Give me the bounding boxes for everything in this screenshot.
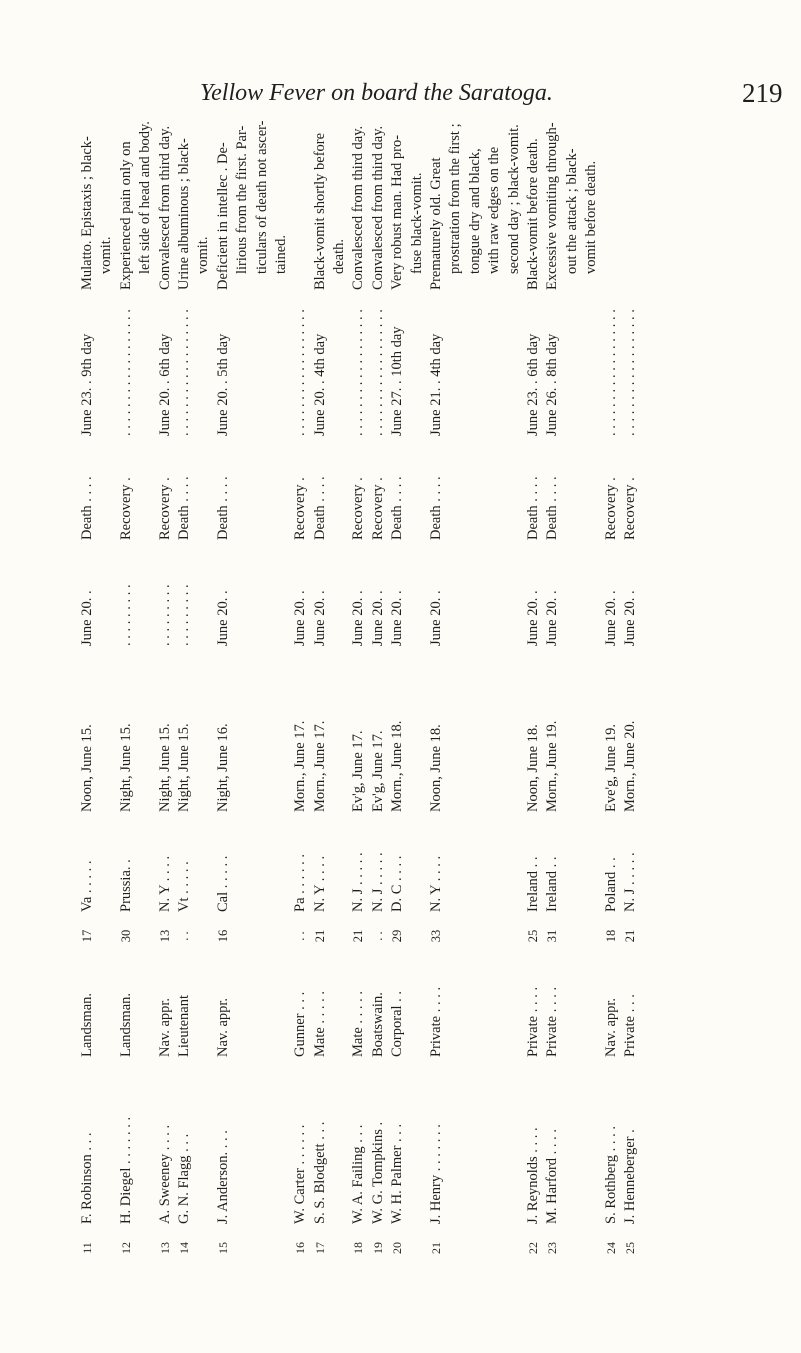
case-remarks: tongue dry and black, bbox=[466, 148, 483, 274]
table-row bbox=[78, 92, 97, 1262]
onset-date: Noon, June 15. bbox=[79, 724, 95, 812]
table-row bbox=[446, 92, 465, 1262]
case-result: Recovery . bbox=[117, 477, 134, 540]
case-remarks: Black-vomit shortly before bbox=[311, 132, 328, 290]
onset-date: Night, June 16. bbox=[214, 723, 231, 812]
patient-name: S. S. Blodgett . . . bbox=[311, 1121, 328, 1224]
onset-date: Eve'g, June 19. bbox=[602, 724, 619, 812]
patient-rank: Private . . . . bbox=[428, 986, 445, 1057]
patient-age: 16 bbox=[215, 929, 230, 943]
patient-age: 30 bbox=[118, 929, 133, 943]
table-row bbox=[369, 92, 388, 1262]
patient-name: F. Robinson . . . bbox=[79, 1132, 95, 1224]
patient-rank: Mate . . . . . bbox=[350, 990, 367, 1057]
onset-date: Morn., June 17. bbox=[311, 720, 328, 812]
case-number: 22 bbox=[525, 1242, 540, 1254]
result-date: . . . . . . . . . . . . . . . . . . bbox=[175, 309, 192, 436]
table-row bbox=[291, 92, 310, 1262]
case-remarks: prostration from the first ; bbox=[447, 123, 464, 274]
table-row bbox=[117, 92, 136, 1262]
admission-date: June 20. . bbox=[389, 590, 406, 646]
patient-age: 33 bbox=[429, 929, 444, 943]
patient-nativity: N. J . . . . . bbox=[369, 852, 386, 912]
result-date: June 23. . 6th day bbox=[524, 333, 541, 436]
case-remarks: Convalesced from third day. bbox=[350, 125, 367, 290]
table-row bbox=[427, 92, 446, 1262]
case-number: 19 bbox=[370, 1242, 385, 1254]
table-row bbox=[233, 92, 252, 1262]
patient-name: M. Harford . . . . bbox=[544, 1128, 561, 1224]
table-row bbox=[602, 92, 621, 1262]
result-date: June 20. . 5th day bbox=[214, 333, 231, 436]
patient-age: 17 bbox=[80, 929, 94, 943]
patient-age: . . bbox=[293, 931, 308, 941]
patient-age: 29 bbox=[390, 929, 405, 943]
case-remarks: tained. bbox=[272, 234, 289, 274]
case-remarks: death. bbox=[331, 238, 348, 274]
case-result: Death . . . . bbox=[214, 476, 231, 540]
case-remarks: left side of head and body. bbox=[137, 121, 154, 274]
case-remarks: with raw edges on the bbox=[486, 146, 503, 274]
case-result: Recovery . bbox=[292, 477, 309, 540]
table-row bbox=[563, 92, 582, 1262]
case-number: 18 bbox=[351, 1242, 366, 1254]
table-row bbox=[311, 92, 330, 1262]
case-result: Death . . . . bbox=[544, 476, 561, 540]
table-row bbox=[485, 92, 504, 1262]
patient-nativity: N. Y . . . . bbox=[311, 855, 328, 912]
patient-nativity: N. J . . . . . bbox=[621, 852, 638, 912]
table-row bbox=[621, 92, 640, 1262]
case-remarks: lirious from the first. Par- bbox=[234, 125, 251, 274]
patient-rank: Private . . . . bbox=[524, 986, 541, 1057]
admission-date: June 20. . bbox=[350, 590, 367, 646]
case-remarks: Very robust man. Had pro- bbox=[389, 134, 406, 290]
table-row bbox=[175, 92, 194, 1262]
result-date: . . . . . . . . . . . . . . . . . . bbox=[621, 309, 638, 436]
case-number: 15 bbox=[215, 1242, 230, 1254]
case-remarks: vomit before death. bbox=[583, 160, 600, 274]
case-remarks: Convalesced from third day. bbox=[156, 125, 173, 290]
result-date: . . . . . . . . . . . . . . . . . . bbox=[602, 309, 619, 436]
table-row bbox=[214, 92, 233, 1262]
patient-name: J. Reynolds . . . . bbox=[524, 1127, 541, 1224]
onset-date: Night, June 15. bbox=[117, 723, 134, 812]
case-remarks: Deficient in intellec . De- bbox=[214, 142, 231, 290]
result-date: June 23. . 9th day bbox=[79, 333, 95, 436]
patient-name: W. A. Failing . . . bbox=[350, 1124, 367, 1224]
table-row bbox=[253, 92, 272, 1262]
table-row bbox=[524, 92, 543, 1262]
table-row bbox=[408, 92, 427, 1262]
patient-name: J. Henry . . . . . . . bbox=[428, 1124, 445, 1224]
result-date: . . . . . . . . . . . . . . . . . . bbox=[350, 309, 367, 436]
case-result: Death . . . . bbox=[524, 476, 541, 540]
patient-rank: Mate . . . . . bbox=[311, 990, 328, 1057]
case-result: Recovery . bbox=[369, 477, 386, 540]
patient-name: W. Carter . . . . . . bbox=[292, 1124, 309, 1224]
case-result: Recovery . bbox=[621, 477, 638, 540]
patient-rank: Boatswain. bbox=[369, 992, 386, 1057]
patient-nativity: Ireland . . bbox=[544, 856, 561, 912]
page-number: 219 bbox=[742, 78, 783, 108]
result-date: June 20. . 6th day bbox=[156, 333, 173, 436]
patient-nativity: N. Y . . . . bbox=[156, 855, 173, 912]
patient-rank: Corporal . . bbox=[389, 990, 406, 1057]
admission-date: June 20. . bbox=[292, 590, 309, 646]
patient-rank: Nav. appr. bbox=[156, 997, 173, 1057]
onset-date: Night, June 15. bbox=[175, 723, 192, 812]
case-result: Death . . . . bbox=[389, 476, 406, 540]
patient-age: 13 bbox=[157, 929, 172, 943]
case-table-rows bbox=[78, 92, 640, 1262]
patient-rank: Nav. appr. bbox=[214, 997, 231, 1057]
table-row bbox=[349, 92, 368, 1262]
patient-name: S. Rothberg . . . . bbox=[602, 1125, 619, 1224]
patient-name: H. Diegel . . . . . . . bbox=[117, 1116, 134, 1224]
case-remarks: Black-vomit before death. bbox=[524, 138, 541, 290]
patient-rank: Landsman. bbox=[79, 992, 95, 1057]
onset-date: Morn., June 20. bbox=[621, 720, 638, 812]
admission-date: June 20. . bbox=[544, 590, 561, 646]
case-remarks: Experienced pain only on bbox=[117, 141, 134, 290]
result-date: . . . . . . . . . . . . . . . . . . bbox=[369, 309, 386, 436]
onset-date: Night, June 15. bbox=[156, 723, 173, 812]
patient-name: J. Anderson. . . . bbox=[214, 1130, 231, 1224]
case-result: Recovery . bbox=[156, 477, 173, 540]
table-row bbox=[543, 92, 562, 1262]
admission-date: June 20. . bbox=[602, 590, 619, 646]
patient-name: J. Henneberger . bbox=[621, 1129, 638, 1224]
table-row bbox=[582, 92, 601, 1262]
patient-rank: Private . . . . bbox=[544, 986, 561, 1057]
patient-name: G. N. Flagg . . . bbox=[175, 1133, 192, 1224]
table-row bbox=[466, 92, 485, 1262]
case-remarks: ticulars of death not ascer- bbox=[253, 120, 270, 274]
case-result: Death . . . . bbox=[175, 476, 192, 540]
case-remarks: Prematurely old. Great bbox=[428, 157, 445, 290]
onset-date: Noon, June 18. bbox=[524, 724, 541, 812]
result-date: June 21. . 4th day bbox=[428, 333, 445, 436]
onset-date: Ev'g, June 17. bbox=[350, 730, 367, 812]
case-remarks: Convalesced from third day. bbox=[369, 125, 386, 290]
admission-date: . . . . . . . . . bbox=[156, 584, 173, 646]
patient-name: W. H. Palmer . . . bbox=[389, 1123, 406, 1224]
case-number: 25 bbox=[622, 1242, 637, 1254]
table-row bbox=[97, 92, 116, 1262]
patient-nativity: Vt . . . . . bbox=[175, 861, 192, 912]
result-date: . . . . . . . . . . . . . . . . . . bbox=[292, 309, 309, 436]
patient-rank: Gunner . . . bbox=[292, 991, 309, 1057]
case-remarks: vomit. bbox=[98, 236, 115, 274]
patient-age: . . bbox=[370, 931, 385, 941]
case-number: 16 bbox=[293, 1242, 308, 1254]
patient-nativity: Poland . . bbox=[602, 857, 619, 912]
case-number: 23 bbox=[545, 1242, 560, 1254]
onset-date: Ev'g, June 17. bbox=[369, 730, 386, 812]
case-remarks: Mulatto. Epistaxis ; black- bbox=[79, 136, 95, 290]
patient-name: A. Sweeney . . . . bbox=[156, 1124, 173, 1224]
patient-nativity: Pa . . . . . . bbox=[292, 854, 309, 912]
result-date: June 26. . 8th day bbox=[544, 333, 561, 436]
admission-date: . . . . . . . . . bbox=[117, 584, 134, 646]
patient-name: W. G. Tompkins . bbox=[369, 1121, 386, 1224]
case-table bbox=[78, 92, 678, 1262]
admission-date: June 20. . bbox=[621, 590, 638, 646]
table-row bbox=[388, 92, 407, 1262]
patient-rank: Private . . . bbox=[621, 994, 638, 1057]
case-result: Death . . . . bbox=[311, 476, 328, 540]
case-result: Recovery . bbox=[602, 477, 619, 540]
patient-nativity: Ireland . . bbox=[524, 856, 541, 912]
case-number: 13 bbox=[157, 1242, 172, 1254]
case-result: Death . . . . bbox=[79, 476, 95, 540]
patient-age: 18 bbox=[603, 929, 618, 943]
case-remarks: Excessive vomiting through- bbox=[544, 122, 561, 290]
patient-age: 21 bbox=[351, 929, 366, 943]
patient-rank: Lieutenant bbox=[175, 994, 192, 1057]
patient-rank: Landsman. bbox=[117, 992, 134, 1057]
onset-date: Morn., June 17. bbox=[292, 720, 309, 812]
patient-nativity: Prussia. . bbox=[117, 859, 134, 912]
case-remarks: vomit. bbox=[195, 236, 212, 274]
onset-date: Morn., June 18. bbox=[389, 720, 406, 812]
case-result: Death . . . . bbox=[428, 476, 445, 540]
case-number: 11 bbox=[80, 1242, 94, 1254]
result-date: June 27. . 10th day bbox=[389, 326, 406, 436]
table-row bbox=[330, 92, 349, 1262]
table-row bbox=[505, 92, 524, 1262]
case-number: 14 bbox=[176, 1242, 191, 1254]
case-number: 20 bbox=[390, 1242, 405, 1254]
case-number: 12 bbox=[118, 1242, 133, 1254]
table-row bbox=[194, 92, 213, 1262]
patient-nativity: Va . . . . . bbox=[79, 860, 95, 912]
admission-date: June 20. . bbox=[79, 590, 95, 646]
result-date: . . . . . . . . . . . . . . . . . . bbox=[117, 309, 134, 436]
patient-nativity: Cal . . . . . bbox=[214, 855, 231, 912]
running-title: Yellow Fever on board the Saratoga. bbox=[200, 80, 553, 106]
case-remarks: Urine albuminous ; black- bbox=[175, 138, 192, 290]
onset-date: Morn., June 19. bbox=[544, 720, 561, 812]
onset-date: Noon, June 18. bbox=[428, 724, 445, 812]
admission-date: . . . . . . . . . bbox=[175, 584, 192, 646]
patient-age: 25 bbox=[525, 929, 540, 943]
case-number: 17 bbox=[312, 1242, 327, 1254]
table-row bbox=[136, 92, 155, 1262]
patient-age: 21 bbox=[312, 929, 327, 943]
result-date: June 20. . 4th day bbox=[311, 333, 328, 436]
admission-date: June 20. . bbox=[311, 590, 328, 646]
admission-date: June 20. . bbox=[369, 590, 386, 646]
patient-age: 31 bbox=[545, 929, 560, 943]
table-row bbox=[156, 92, 175, 1262]
case-remarks: fuse black-vomit. bbox=[408, 172, 425, 274]
patient-age: . . bbox=[176, 931, 191, 941]
case-result: Recovery . bbox=[350, 477, 367, 540]
admission-date: June 20. . bbox=[214, 590, 231, 646]
admission-date: June 20. . bbox=[524, 590, 541, 646]
patient-nativity: D. C . . . . bbox=[389, 855, 406, 912]
admission-date: June 20. . bbox=[428, 590, 445, 646]
case-remarks: out the attack ; black- bbox=[563, 148, 580, 274]
patient-nativity: N. Y . . . . bbox=[428, 855, 445, 912]
case-number: 21 bbox=[429, 1242, 444, 1254]
patient-nativity: N. J . . . . . bbox=[350, 852, 367, 912]
case-remarks: second day ; black-vomit. bbox=[505, 124, 522, 274]
table-row bbox=[272, 92, 291, 1262]
patient-age: 21 bbox=[622, 929, 637, 943]
case-number: 24 bbox=[603, 1242, 618, 1254]
patient-rank: Nav. appr. bbox=[602, 997, 619, 1057]
